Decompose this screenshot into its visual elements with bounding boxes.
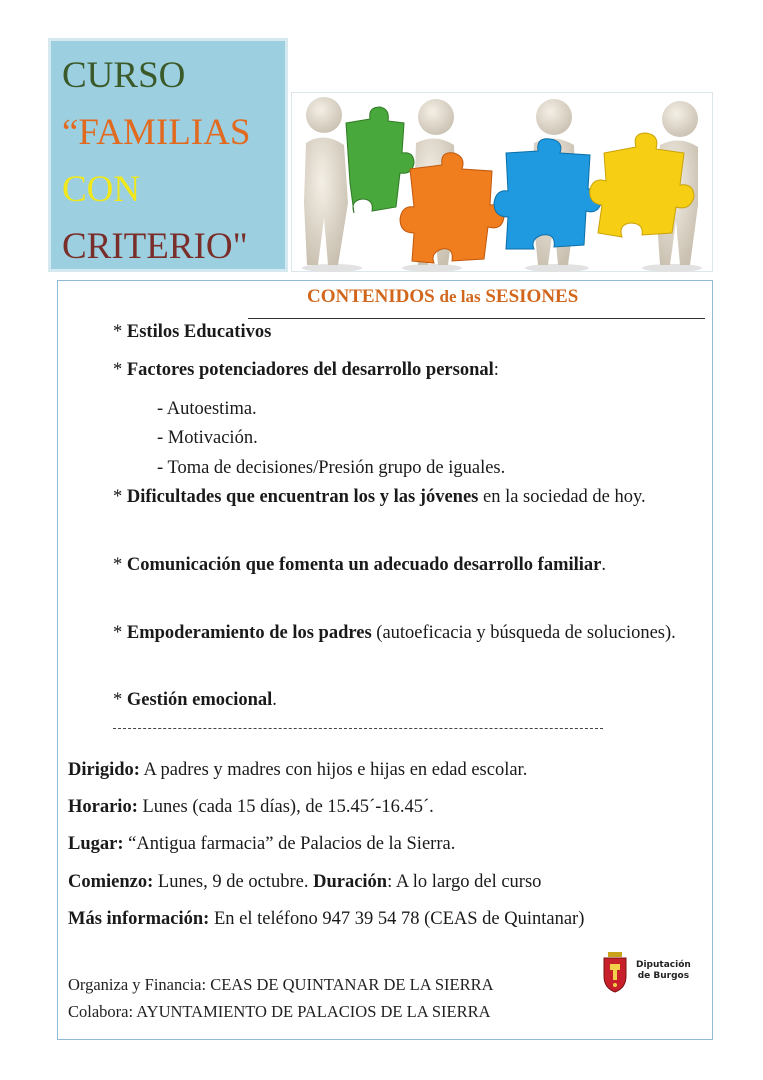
content-item-gestion: * Gestión emocional. xyxy=(113,690,277,710)
coat-of-arms-icon xyxy=(598,950,632,994)
sub-item-motivacion: - Motivación. xyxy=(157,428,258,448)
info-comienzo: Comienzo: Lunes, 9 de octubre. Duración: A lo largo del curso xyxy=(68,872,542,892)
content-item-estilos: * Estilos Educativos xyxy=(113,322,272,342)
heading-sesiones: SESIONES xyxy=(485,286,579,307)
section-heading xyxy=(307,286,578,308)
puzzle-people-illustration xyxy=(291,92,713,272)
logo-text xyxy=(636,960,691,982)
content-item-empoderamiento: * Empoderamiento de los padres (autoeficacia y búsqueda de soluciones). xyxy=(113,623,676,643)
section-underline xyxy=(248,318,705,319)
logo-line-diputacion: Diputación xyxy=(636,960,691,970)
puzzle-figures-icon xyxy=(292,93,714,273)
info-mas-informacion: Más información: En el teléfono 947 39 54 78 (CEAS de Quintanar) xyxy=(68,909,585,929)
sub-item-autoestima: - Autoestima. xyxy=(157,399,257,419)
footer-organiza: Organiza y Financia: CEAS DE QUINTANAR DE LA SIERRA xyxy=(68,975,494,994)
logo-line-burgos: de Burgos xyxy=(637,971,690,981)
info-dirigido: Dirigido: A padres y madres con hijos e hijas en edad escolar. xyxy=(68,760,528,780)
course-title-box xyxy=(48,38,288,272)
content-item-factores: * Factores potenciadores del desarrollo personal: xyxy=(113,360,499,380)
sub-item-toma-decisiones: - Toma de decisiones/Presión grupo de iguales. xyxy=(157,458,506,478)
title-line-curso: CURSO xyxy=(62,55,186,96)
heading-contenidos: CONTENIDOS xyxy=(307,286,435,307)
title-line-familias: “FAMILIAS xyxy=(62,112,251,153)
content-item-dificultades: * Dificultades que encuentran los y las jóvenes en la sociedad de hoy. xyxy=(113,487,646,507)
title-line-con: CON xyxy=(62,169,141,210)
footer-colabora: Colabora: AYUNTAMIENTO DE PALACIOS DE LA SIERRA xyxy=(68,1002,491,1021)
info-horario: Horario: Lunes (cada 15 días), de 15.45´-16.45´. xyxy=(68,797,434,817)
content-item-comunicacion: * Comunicación que fomenta un adecuado desarrollo familiar. xyxy=(113,555,606,575)
info-lugar: Lugar: “Antigua farmacia” de Palacios de la Sierra. xyxy=(68,834,456,854)
heading-de-las: de las xyxy=(439,287,481,306)
title-line-criterio: CRITERIO" xyxy=(62,226,248,267)
dashed-divider xyxy=(113,728,603,729)
